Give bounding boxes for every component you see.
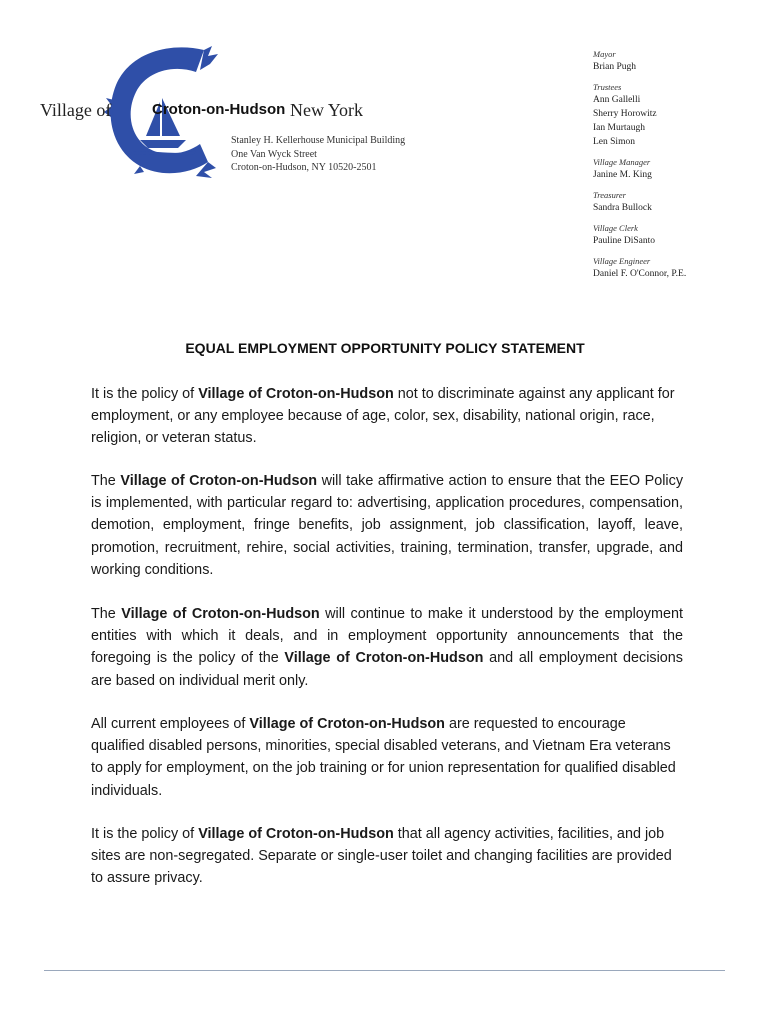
policy-paragraph-2 xyxy=(91,470,683,581)
paragraph-text: not to discriminate against any applicant for employment, or any employee because of age, color, sex, disability, national origin, race, religion, or veteran status. xyxy=(91,386,675,447)
paragraph-text: are requested to encourage qualified disabled persons, minorities, special disabled veterans, and Vietnam Era veterans to apply for employment, on the job training or for union representation for qualified disabled individuals. xyxy=(91,716,676,799)
official-group-manager xyxy=(593,156,686,182)
paragraph-text: and all employment decisions are based on individual merit only. xyxy=(91,650,683,689)
official-group-mayor xyxy=(593,48,686,74)
official-group-clerk xyxy=(593,222,686,248)
paragraph-text: It is the policy of xyxy=(91,386,199,402)
official-group-trustees xyxy=(593,81,686,149)
official-title: Village Manager xyxy=(593,157,651,167)
paragraph-text: The xyxy=(91,606,122,622)
official-name: Len Simon xyxy=(593,137,635,147)
official-name: Daniel F. O'Connor, P.E. xyxy=(593,269,687,279)
official-name: Ian Murtaugh xyxy=(593,123,645,133)
official-name: Janine M. King xyxy=(593,170,652,180)
policy-paragraph-1 xyxy=(91,383,683,450)
officials-list xyxy=(593,48,686,288)
official-name: Sandra Bullock xyxy=(593,203,652,213)
paragraph-text: The xyxy=(91,473,121,489)
entity-name: Village of Croton-on-Hudson xyxy=(249,716,445,732)
footer-divider xyxy=(44,970,725,971)
letterhead-address xyxy=(231,134,405,175)
official-group-engineer xyxy=(593,255,686,281)
address-line: Stanley H. Kellerhouse Municipal Building xyxy=(231,135,406,146)
policy-paragraph-4 xyxy=(91,713,683,802)
paragraph-text: that all agency activities, facilities, and job sites are non-segregated. Separate or single-user toilet and changing facilities are provided to assure privacy. xyxy=(91,826,672,887)
paragraph-text: All current employees of xyxy=(91,716,250,732)
official-title: Treasurer xyxy=(593,190,626,200)
letterhead-prefix: Village of xyxy=(40,100,112,120)
official-title: Village Engineer xyxy=(593,256,651,266)
official-name: Pauline DiSanto xyxy=(593,236,656,246)
official-title: Trustees xyxy=(593,82,622,92)
official-title: Village Clerk xyxy=(593,223,638,233)
policy-paragraph-5 xyxy=(91,823,683,890)
official-name: Ann Gallelli xyxy=(593,95,641,105)
letterhead-village-name: Croton-on-Hudson xyxy=(152,101,286,118)
paragraph-text: will continue to make it understood by the employment entities with which it deals, and in employment opportunity announcements that the foregoing is the policy of the xyxy=(91,606,683,667)
entity-name: Village of Croton-on-Hudson xyxy=(198,386,394,402)
letterhead-state: New York xyxy=(290,100,364,120)
entity-name: Village of Croton-on-Hudson xyxy=(121,606,320,622)
entity-name: Village of Croton-on-Hudson xyxy=(120,473,318,489)
document-title: EQUAL EMPLOYMENT OPPORTUNITY POLICY STATEMENT xyxy=(185,340,585,356)
official-title: Mayor xyxy=(593,49,616,59)
paragraph-text: It is the policy of xyxy=(91,826,199,842)
official-name: Sherry Horowitz xyxy=(593,109,657,119)
paragraph-text: will take affirmative action to ensure that the EEO Policy is implemented, with particular regard to: advertising, application procedures, compensation, demotion, employment, fringe benefits, job assignment, job classification, layoff, leave, promotion, recruitment, rehire, social activities, training, termination, transfer, upgrade, and working conditions. xyxy=(91,473,684,578)
policy-paragraph-3 xyxy=(91,603,683,692)
address-line: Croton-on-Hudson, NY 10520-2501 xyxy=(231,162,377,173)
official-group-treasurer xyxy=(593,189,686,215)
entity-name: Village of Croton-on-Hudson xyxy=(284,650,484,667)
official-name: Brian Pugh xyxy=(593,62,637,72)
entity-name: Village of Croton-on-Hudson xyxy=(198,826,394,842)
address-line: One Van Wyck Street xyxy=(231,148,317,160)
